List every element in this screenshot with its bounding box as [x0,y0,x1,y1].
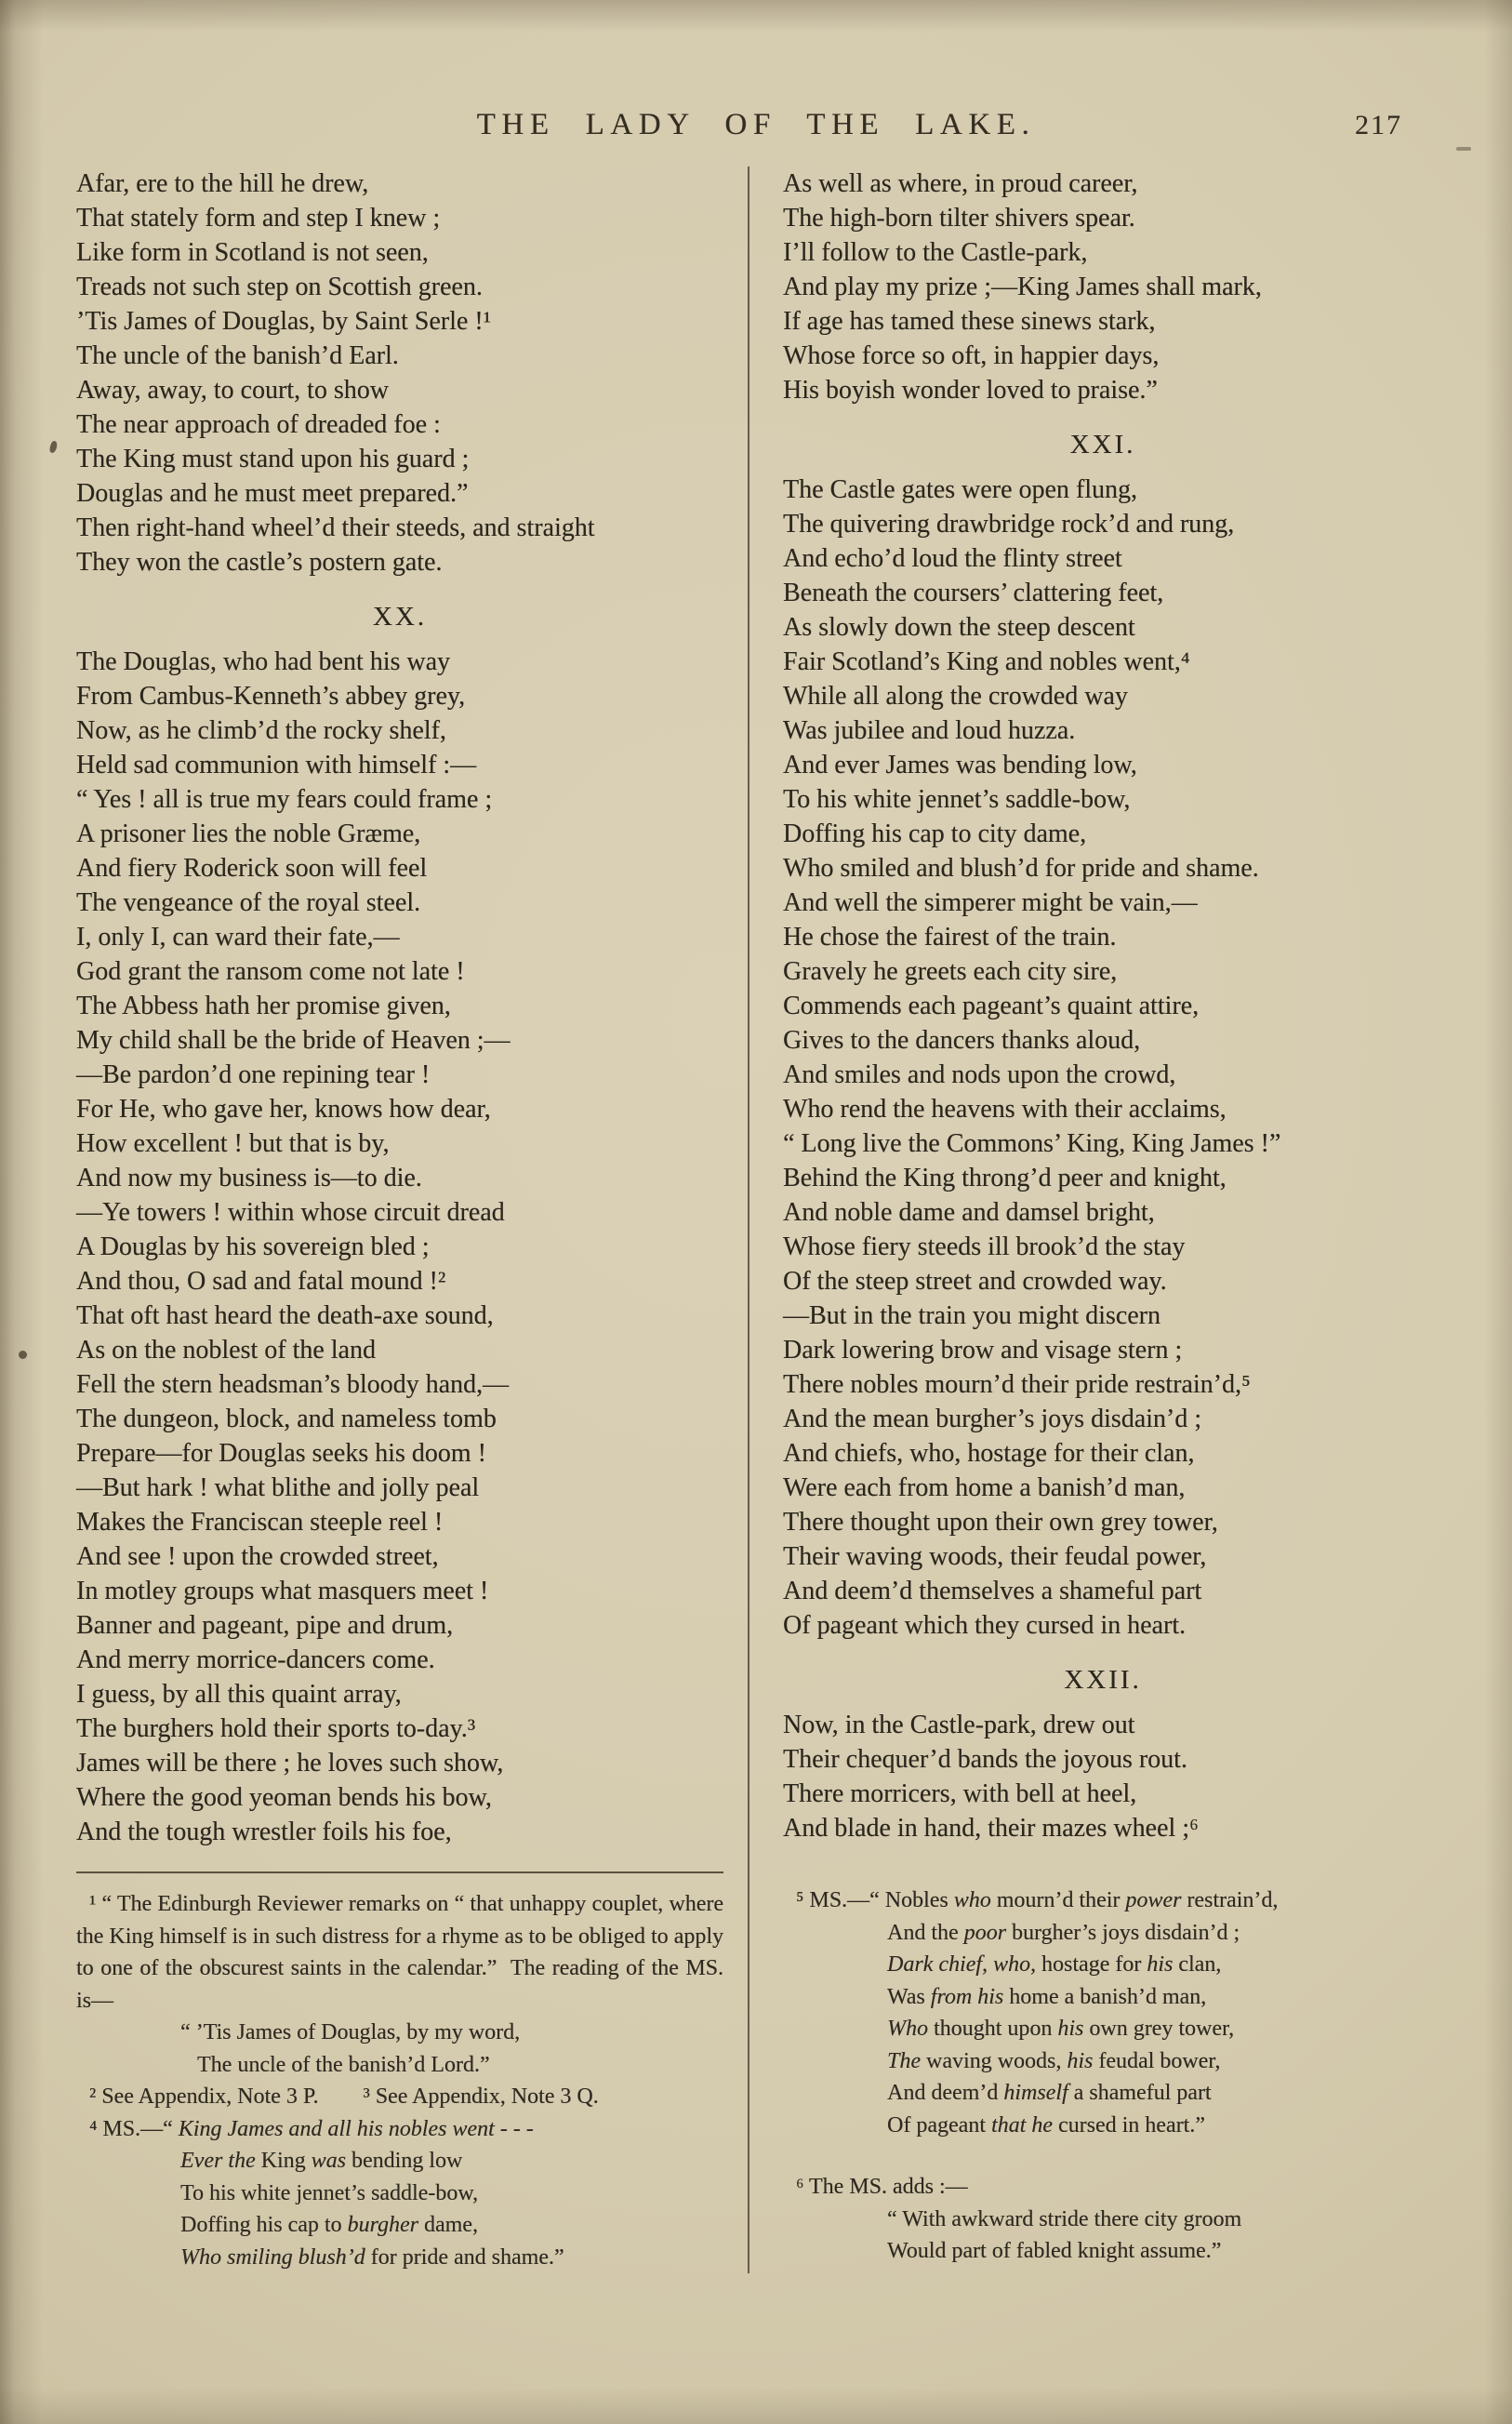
poem-line: As on the noblest of the land [76,1336,376,1365]
footnote-segment: mourn’d their [990,1888,1126,1912]
footnote-segment: ² See Appendix, Note 3 P. ³ See Appendix, Note 3 Q. [89,2084,599,2109]
poem-line: And echo’d loud the flinty street [783,544,1122,573]
footnote-line [783,1885,1423,1917]
footnote-line [76,2049,723,2082]
poem-line: And well the simperer might be vain,— [783,888,1198,917]
footnote-segment: who [953,1888,991,1912]
poem-line: Whose force so oft, in happier days, [783,341,1160,370]
poem-line: Were each from home a banish’d man, [783,1473,1186,1502]
footnote-line [783,2235,1423,2268]
poem-line: And now my business is—to die. [76,1164,422,1192]
footnote-segment: Who [887,2017,928,2041]
poem-line: The high-born tilter shivers spear. [783,204,1135,233]
footnote-segment: And deem’d [887,2081,1004,2105]
poem-line: And ever James was bending low, [783,751,1137,779]
footnote-segment: poor [963,1920,1006,1945]
poem-line: And the tough wrestler foils his foe, [76,1818,452,1846]
footnote-segment: Dark chief, who, [887,1952,1036,1977]
stanza [76,166,723,579]
page-number: 217 [1355,110,1402,140]
footnote-line [783,2171,1423,2204]
footnote-segment: his [1067,2048,1094,2073]
footnote-segment: “ ’Tis James of Douglas, by my word, [180,2020,521,2044]
poem-line: Was jubilee and loud huzza. [783,716,1076,745]
poem-line: Now, in the Castle-park, drew out [783,1711,1135,1739]
poem-line: In motley groups what masquers meet ! [76,1577,489,1605]
footnote-segment: clan, [1173,1952,1222,1977]
poem-line: I guess, by all this quaint array, [76,1680,402,1709]
footnote-segment: - - - [494,2116,534,2141]
footnote-segment: Of pageant [887,2112,991,2138]
stanza [783,473,1423,1643]
footnote-segment: King [255,2149,312,2173]
poem-line: The quivering drawbridge rock’d and rung, [783,510,1235,539]
poem-line: My child shall be the bride of Heaven ;— [76,1026,511,1055]
right-footnotes [783,1885,1423,2268]
poem-line: And noble dame and damsel bright, [783,1198,1155,1227]
footnote-line [783,1949,1423,1981]
poem-line: And play my prize ;—King James shall mark, [783,273,1262,301]
footnote-segment: Who smiling blush’d [180,2244,365,2270]
poem-line: The burghers hold their sports to-day.³ [76,1714,476,1743]
poem-line: Treads not such step on Scottish green. [76,273,483,301]
poem-line: Then right-hand wheel’d their steeds, and straight [76,513,595,542]
poem-line: A prisoner lies the noble Græme, [76,819,421,848]
footnote-segment: To his white jennet’s saddle-bow, [180,2180,479,2205]
poem-line: “ Yes ! all is true my fears could frame ; [76,785,493,814]
poem-line: Prepare—for Douglas seeks his doom ! [76,1439,486,1468]
poem-line: And merry morrice-dancers come. [76,1645,435,1674]
right-poem [783,166,1423,1845]
footnote-segment: The [887,2048,921,2073]
poem-line: That stately form and step I knew ; [76,204,441,233]
poem-line: ’Tis James of Douglas, by Saint Serle !¹ [76,307,492,336]
stanza [76,645,723,1849]
stanza-heading: XX. [372,602,428,632]
poem-line: There nobles mourn’d their pride restrain’d,⁵ [783,1370,1251,1399]
poem-line: Their waving woods, their feudal power, [783,1542,1207,1571]
poem-line: The uncle of the banish’d Earl. [76,341,399,370]
poem-line: I, only I, can ward their fate,— [76,923,400,952]
footnote-segment: himself [1003,2081,1068,2105]
poem-line: —But hark ! what blithe and jolly peal [76,1473,480,1502]
poem-line: For He, who gave her, knows how dear, [76,1095,491,1124]
poem-line: Banner and pageant, pipe and drum, [76,1611,454,1640]
poem-line: “ Long live the Commons’ King, King James !” [783,1129,1281,1158]
poem-line: Doffing his cap to city dame, [783,819,1087,848]
poem-line: Now, as he climb’d the rocky shelf, [76,716,446,745]
poem-line: There thought upon their own grey tower, [783,1508,1218,1537]
footnote-segment: from his [930,1984,1004,2009]
footnote-line [76,2242,723,2274]
poem-line: A Douglas by his sovereign bled ; [76,1232,430,1261]
footnote-line [783,2045,1423,2078]
poem-line: He chose the fairest of the train. [783,923,1117,952]
poem-line: His boyish wonder loved to praise.” [783,376,1158,405]
footnote-segment: And the [887,1920,964,1945]
poem-line: And smiles and nods upon the crowd, [783,1060,1176,1089]
footnote-segment: burgher [347,2213,418,2237]
left-poem [76,166,723,1849]
footnote-segment: Ever the [180,2149,256,2173]
footnote-segment: home a banish’d man, [1003,1984,1207,2009]
footnote-segment: bending low [345,2149,463,2173]
poem-line: —But in the train you might discern [783,1301,1161,1330]
footnote-segment: restrain’d, [1181,1888,1279,1912]
footnote-segment: dame, [418,2213,478,2237]
footnote-rule [76,1871,723,1873]
scan-speck [19,1351,27,1359]
poem-line: If age has tamed these sinews stark, [783,307,1156,336]
poem-line: —Ye towers ! within whose circuit dread [76,1198,505,1227]
footnote-line [783,2077,1423,2110]
poem-line: Who rend the heavens with their acclaims, [783,1095,1227,1124]
footnote-segment: ⁴ MS.—“ [89,2116,179,2141]
footnote-segment: feudal bower, [1093,2048,1221,2073]
footnote-line [76,2145,723,2178]
poem-line: As slowly down the steep descent [783,613,1135,642]
poem-line: That oft hast heard the death-axe sound, [76,1301,494,1330]
left-column [76,166,749,2273]
poem-line: Fair Scotland’s King and nobles went,⁴ [783,647,1190,676]
footnote-line [783,2110,1423,2142]
footnote-segment: his [1057,2017,1084,2041]
footnote-line [76,2178,723,2210]
footnote-segment: ¹ “ The Edinburgh Reviewer remarks on “ that unhappy couplet, where the King himself is in such distress for a rhyme as to be obliged to apply to one of the obscurest saints in the calendar.” The reading of the MS. is— [76,1892,729,2013]
poem-line: Away, away, to court, to show [76,376,389,405]
footnote-segment: for pride and shame.” [365,2244,564,2270]
poem-line: And fiery Roderick soon will feel [76,854,428,883]
poem-line: The dungeon, block, and nameless tomb [76,1405,497,1433]
poem-line: And thou, O sad and fatal mound !² [76,1267,446,1296]
poem-line: Afar, ere to the hill he drew, [76,169,369,198]
footnote-line [76,2113,723,2146]
poem-line: Makes the Franciscan steeple reel ! [76,1508,444,1537]
footnote-segment: cursed in heart.” [1052,2112,1205,2138]
footnote-segment: Was [887,1984,931,2009]
poem-line: James will be there ; he loves such show, [76,1749,504,1778]
stanza [783,166,1423,407]
left-footnotes [76,1888,729,2273]
poem-line: The Castle gates were open flung, [783,475,1137,504]
poem-line: Behind the King throng’d peer and knight, [783,1164,1227,1192]
poem-line: The near approach of dreaded foe : [76,410,441,439]
poem-line: Whose fiery steeds ill brook’d the stay [783,1232,1186,1261]
poem-line: Held sad communion with himself :— [76,751,477,779]
footnote-segment: hostage for [1035,1952,1147,1977]
poem-line: I’ll follow to the Castle-park, [783,238,1088,267]
poem-line: Gives to the dancers thanks aloud, [783,1026,1141,1055]
footnote-segment: The uncle of the banish’d Lord.” [197,2052,490,2077]
poem-line: As well as where, in proud career, [783,169,1138,198]
running-title: THE LADY OF THE LAKE. [476,108,1036,141]
poem-line: Who smiled and blush’d for pride and shame. [783,854,1259,883]
page-header [0,0,1512,142]
footnote-segment: his [1147,1952,1174,1977]
footnote-segment: “ With awkward stride there city groom [887,2206,1242,2231]
poem-line: Of pageant which they cursed in heart. [783,1611,1187,1640]
two-column-layout [0,142,1512,2273]
poem-line: Commends each pageant’s quaint attire, [783,992,1200,1020]
footnote-segment: a shameful part [1068,2081,1212,2105]
stanza-heading: XXII. [1064,1665,1142,1695]
footnote-segment: King James and all his nobles went [178,2116,495,2141]
poem-line: And the mean burgher’s joys disdain’d ; [783,1405,1202,1433]
poem-line: The King must stand upon his guard ; [76,445,470,473]
footnote-line [76,2081,723,2113]
footnote-line [783,1981,1423,2014]
footnote-segment: waving woods, [921,2048,1068,2073]
footnote-segment: that he [990,2112,1053,2138]
footnote-segment: own grey tower, [1083,2017,1235,2041]
footnote-line [783,1917,1423,1950]
footnote-line [76,2209,723,2242]
footnote-line [783,2204,1423,2236]
scan-speck [1456,147,1471,151]
poem-line: From Cambus-Kenneth’s abbey grey, [76,682,466,711]
footnote-segment: ⁵ MS.—“ Nobles [796,1888,954,1912]
poem-line: Of the steep street and crowded way. [783,1267,1167,1296]
stanza [783,1708,1423,1845]
footnote-segment: ⁶ The MS. adds :— [796,2175,968,2199]
poem-line: The vengeance of the royal steel. [76,888,421,917]
footnote-segment: power [1125,1888,1182,1912]
poem-line: And chiefs, who, hostage for their clan, [783,1439,1195,1468]
poem-line: Gravely he greets each city sire, [783,957,1118,986]
poem-line: They won the castle’s postern gate. [76,548,443,577]
poem-line: How excellent ! but that is by, [76,1129,390,1158]
footnote-segment: burgher’s joys disdain’d ; [1006,1920,1240,1945]
footnote-line [783,2013,1423,2045]
poem-line: The Douglas, who had bent his way [76,647,451,676]
poem-line: Where the good yeoman bends his bow, [76,1783,492,1812]
footnote-segment: Would part of fabled knight assume.” [887,2239,1222,2263]
poem-line: The Abbess hath her promise given, [76,992,451,1020]
poem-line: —Be pardon’d one repining tear ! [76,1060,431,1089]
poem-line: While all along the crowded way [783,682,1128,711]
poem-line: God grant the ransom come not late ! [76,957,465,986]
footnote-line [76,1888,729,2017]
poem-line: Douglas and he must meet prepared.” [76,479,469,508]
stanza-heading: XXI. [1069,430,1136,459]
poem-line: Fell the stern headsman’s bloody hand,— [76,1370,510,1399]
poem-line: To his white jennet’s saddle-bow, [783,785,1131,814]
footnote-line [76,2017,723,2049]
poem-line: Beneath the coursers’ clattering feet, [783,579,1164,607]
poem-line: And blade in hand, their mazes wheel ;⁶ [783,1814,1199,1843]
poem-line: Dark lowering brow and visage stern ; [783,1336,1183,1365]
poem-line: And see ! upon the crowded street, [76,1542,439,1571]
poem-line: There morricers, with bell at heel, [783,1779,1137,1808]
right-column [749,166,1423,2268]
poem-line: And deem’d themselves a shameful part [783,1577,1202,1605]
footnote-segment: Doffing his cap to [180,2213,348,2237]
footnote-segment: thought upon [928,2017,1058,2041]
poem-line: Their chequer’d bands the joyous rout. [783,1745,1187,1774]
poem-line: Like form in Scotland is not seen, [76,238,429,267]
footnote-segment: was [311,2149,346,2173]
